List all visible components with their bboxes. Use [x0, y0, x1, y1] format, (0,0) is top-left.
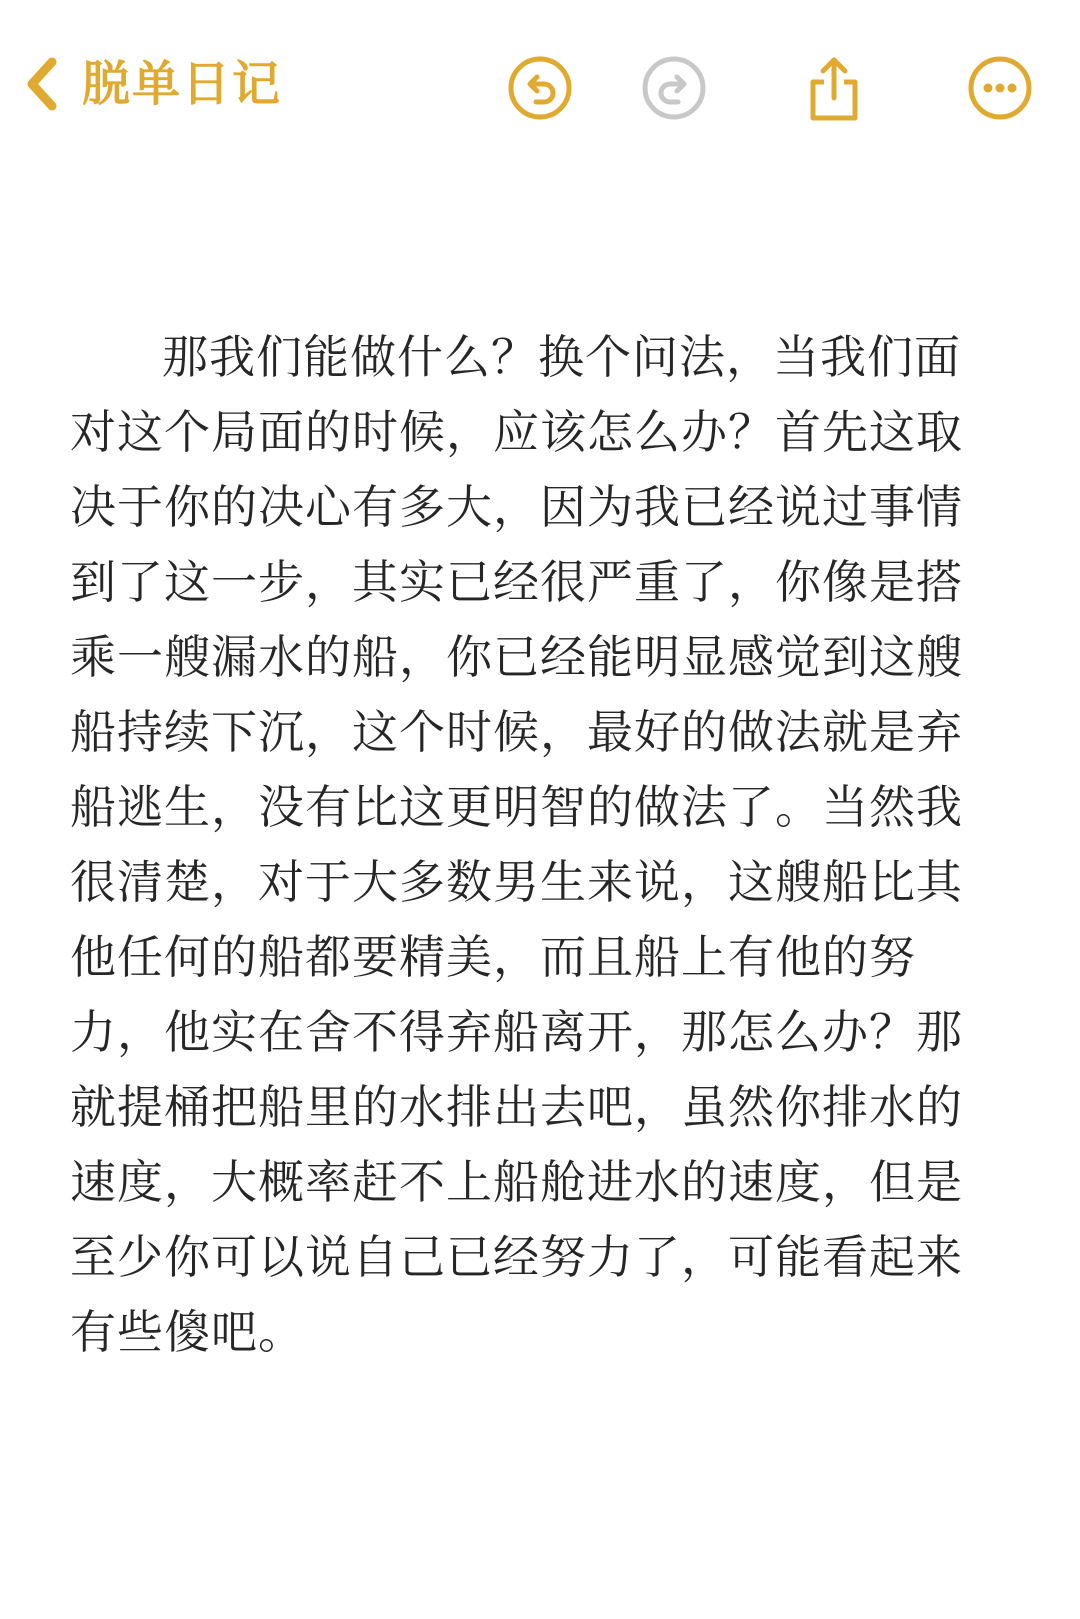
redo-icon	[640, 54, 708, 122]
chevron-left-icon	[22, 54, 62, 114]
navigation-bar	[0, 40, 1080, 130]
back-button[interactable]	[22, 54, 282, 114]
undo-button[interactable]	[506, 54, 574, 122]
share-button[interactable]	[800, 54, 868, 122]
back-label: 脱单日记	[82, 56, 283, 112]
undo-icon	[506, 54, 574, 122]
share-icon	[800, 54, 868, 122]
note-body-text[interactable]: 那我们能做什么？换个问法，当我们面对这个局面的时候，应该怎么办？首先这取决于你的决心有多大，因为我已经说过事情到了这一步，其实已经很严重了，你像是搭乘一艘漏水的船，你已经能明显感觉到这艘船持续下沉，这个时候，最好的做法就是弃船逃生，没有比这更明智的做法了。当然我很清楚，对于大多数男生来说，这艘船比其他任何的船都要精美，而且船上有他的努力，他实在舍不得弃船离开，那怎么办？那就提桶把船里的水排出去吧，虽然你排水的速度，大概率赶不上船舱进水的速度，但是至少你可以说自己已经努力了，可能看起来有些傻吧。	[70, 330, 963, 1359]
redo-button[interactable]	[640, 54, 708, 122]
more-icon	[966, 54, 1034, 122]
more-button[interactable]	[966, 54, 1034, 122]
